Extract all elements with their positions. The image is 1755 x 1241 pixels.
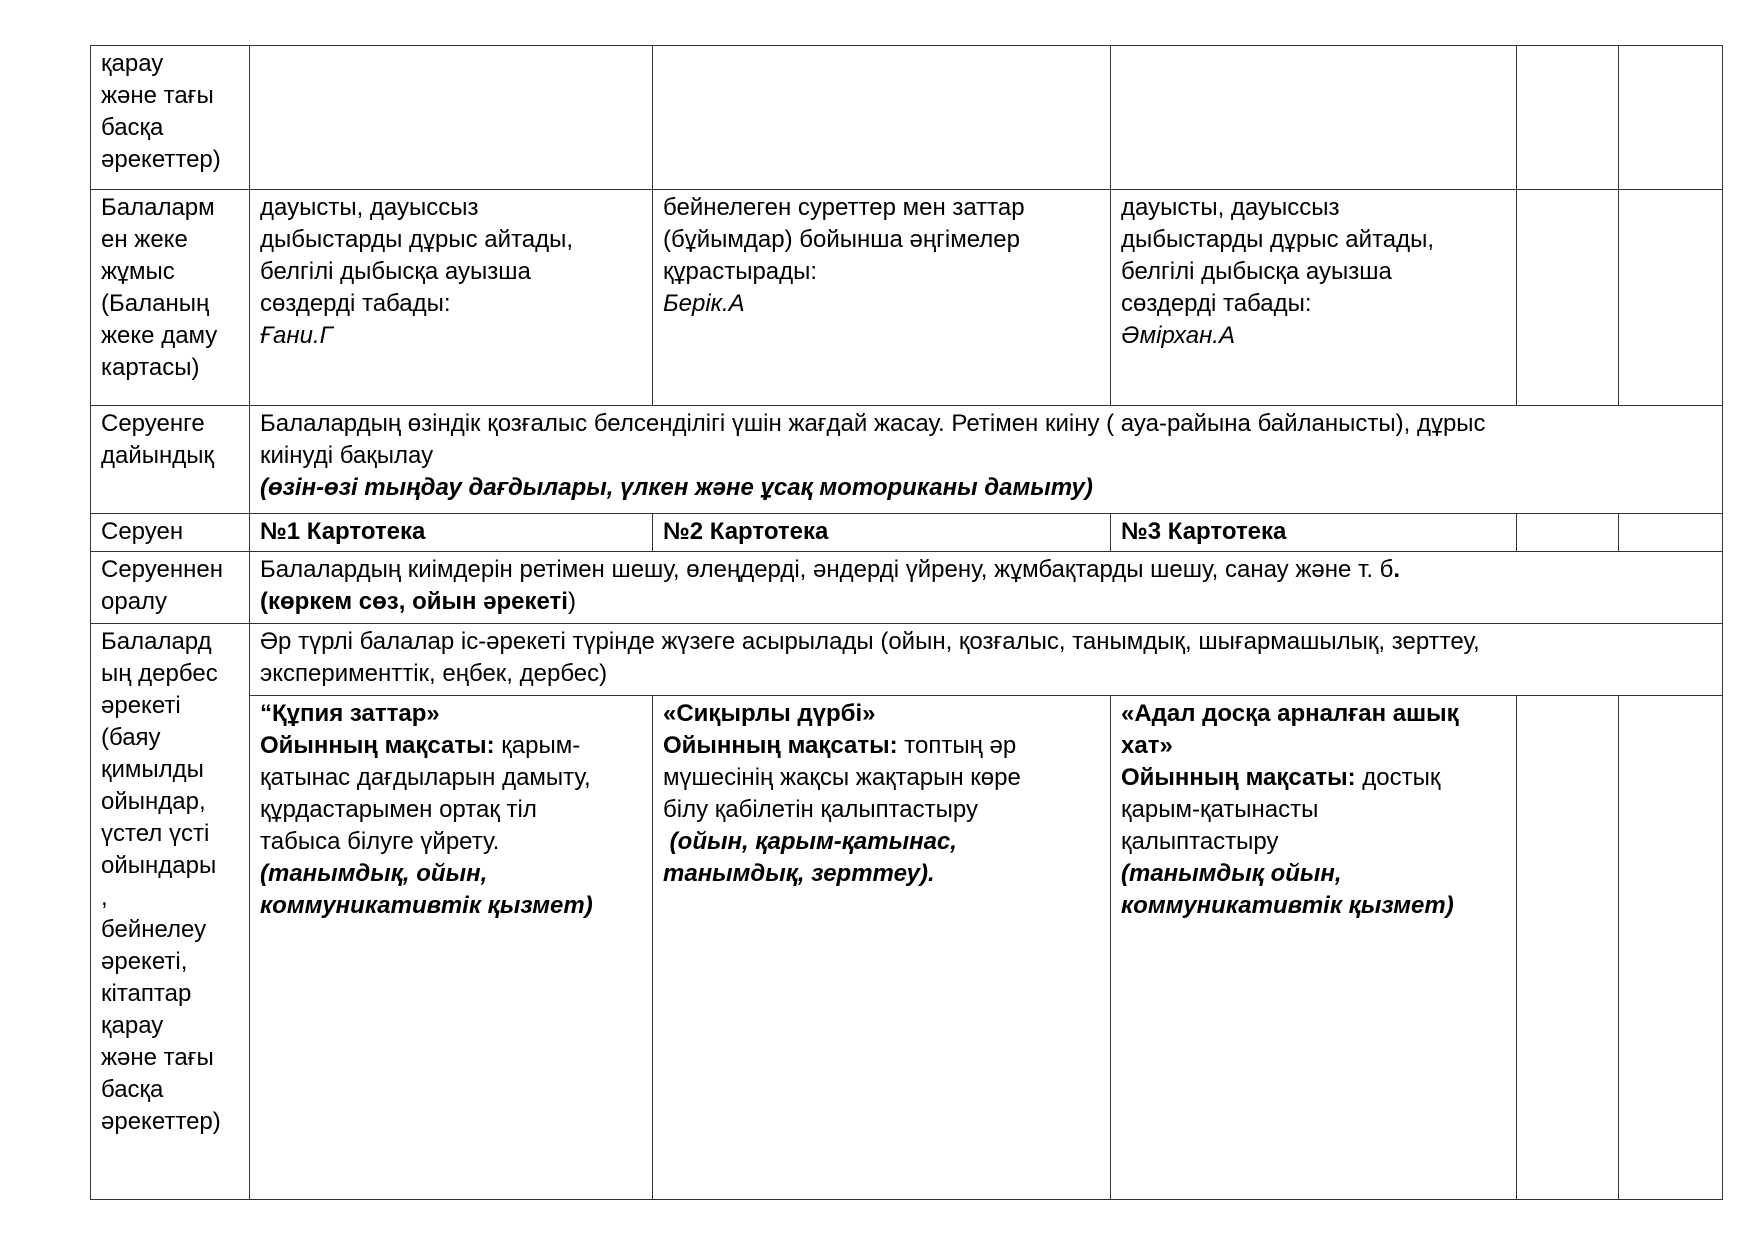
- text-line: Әр түрлі балалар іс-әрекеті түрінде жүзеге асырылады (ойын, қозғалыс, танымдық, шығармашылық, зерттеу,: [260, 628, 1480, 655]
- child-name: Берік.А: [663, 290, 745, 317]
- row-label: [91, 552, 250, 624]
- label-line: (Баланың: [101, 290, 210, 317]
- game-title: “Құпия заттар»: [260, 700, 440, 727]
- goal-label: Ойынның мақсаты:: [663, 732, 898, 759]
- text-end: ): [567, 588, 576, 615]
- row-label: [91, 46, 250, 190]
- row-label: [91, 406, 250, 514]
- label-line: жұмыс: [101, 258, 175, 285]
- game-title: хат»: [1121, 732, 1173, 759]
- text-line: дауысты, дауыссыз: [260, 194, 479, 221]
- text-line: сөздерді табады:: [260, 290, 451, 317]
- cell-day-4: [1517, 696, 1619, 1200]
- label-line: басқа: [101, 114, 164, 141]
- label-line: жеке даму: [101, 322, 218, 349]
- label-line: ,: [101, 884, 108, 911]
- goal-text: құрдастарымен ортақ тіл: [260, 796, 537, 823]
- row-walk: [91, 514, 1723, 552]
- text-line: құрастырады:: [663, 258, 818, 285]
- activity-tags: танымдық, зерттеу).: [663, 860, 935, 887]
- goal-text: қарым-: [494, 732, 581, 759]
- label-line: қарау: [101, 50, 164, 77]
- cell-day-5: [1619, 190, 1723, 406]
- merged-cell: [250, 552, 1723, 624]
- cell-day-4: [1517, 514, 1619, 552]
- cell-day-2: [653, 514, 1111, 552]
- activity-tags: (ойын, қарым-қатынас,: [663, 828, 957, 855]
- text-line: дыбыстарды дұрыс айтады,: [260, 226, 574, 253]
- goal-text: достық: [1355, 764, 1441, 791]
- text-line: белгілі дыбысқа ауызша: [1121, 258, 1392, 285]
- label-line: ың дербес: [101, 660, 218, 687]
- label-line: Балаларм: [101, 194, 215, 221]
- label-line: ен жеке: [101, 226, 188, 253]
- activity-tags: (өзін-өзі тыңдау дағдылары, үлкен және ұсақ моториканы дамыту): [260, 474, 1093, 501]
- label-line: және тағы: [101, 1044, 214, 1071]
- card-index-label: №3 Картотека: [1121, 518, 1287, 545]
- label-line: Серуен: [101, 518, 184, 545]
- label-line: ойындары: [101, 852, 217, 879]
- goal-text: топтың әр: [897, 732, 1017, 759]
- label-line: дайындық: [101, 442, 215, 469]
- text-line: эксперименттік, еңбек, дербес): [260, 660, 608, 687]
- label-line: қарау: [101, 1012, 164, 1039]
- cell-day-1: [250, 190, 653, 406]
- row-independent-activity: [91, 624, 1723, 696]
- text-end: .: [1393, 556, 1401, 583]
- goal-label: Ойынның мақсаты:: [260, 732, 495, 759]
- merged-cell: [250, 406, 1723, 514]
- goal-text: табыса білуге үйрету.: [260, 828, 500, 855]
- label-line: әрекеті,: [101, 948, 188, 975]
- cell-day-5: [1619, 46, 1723, 190]
- row-games: [91, 696, 1723, 1200]
- label-line: оралу: [101, 588, 168, 615]
- cell-day-2: [653, 696, 1111, 1200]
- activity-tags: (көркем сөз, ойын әрекеті: [260, 588, 568, 615]
- text-line: дыбыстарды дұрыс айтады,: [1121, 226, 1435, 253]
- text-line: дауысты, дауыссыз: [1121, 194, 1340, 221]
- row-individual-work: [91, 190, 1723, 406]
- activity-tags: коммуникативтік қызмет): [260, 892, 593, 919]
- label-line: әрекеті: [101, 692, 181, 719]
- goal-text: қарым-қатынасты: [1121, 796, 1319, 823]
- cell-day-3: [1111, 696, 1517, 1200]
- goal-text: білу қабілетін қалыптастыру: [663, 796, 978, 823]
- cell-day-1: [250, 696, 653, 1200]
- label-line: картасы): [101, 354, 200, 381]
- cell-day-4: [1517, 190, 1619, 406]
- label-line: Серуеннен: [101, 556, 223, 583]
- label-line: Балалард: [101, 628, 212, 655]
- label-line: Серуенге: [101, 410, 205, 437]
- goal-text: қалыптастыру: [1121, 828, 1279, 855]
- row-label: [91, 624, 250, 1200]
- text-line: бейнелеген суреттер мен заттар: [663, 194, 1025, 221]
- goal-text: қатынас дағдыларын дамыту,: [260, 764, 591, 791]
- label-line: және тағы: [101, 82, 214, 109]
- label-line: кітаптар: [101, 980, 192, 1007]
- child-name: Ғани.Г: [260, 322, 333, 349]
- merged-cell: [250, 624, 1723, 696]
- text-line: сөздерді табады:: [1121, 290, 1312, 317]
- card-index-label: №2 Картотека: [663, 518, 829, 545]
- text-line: (бұйымдар) бойынша әңгімелер: [663, 226, 1020, 253]
- cell-day-2: [653, 190, 1111, 406]
- label-line: ойындар,: [101, 788, 206, 815]
- cell-day-1: [250, 514, 653, 552]
- cell-day-4: [1517, 46, 1619, 190]
- text-line: Балалардың өзіндік қозғалыс белсенділігі үшін жағдай жасау. Ретімен киіну ( ауа-райына байланысты), дұрыс: [260, 410, 1486, 437]
- goal-label: Ойынның мақсаты:: [1121, 764, 1356, 791]
- card-index-label: №1 Картотека: [260, 518, 426, 545]
- text-line: белгілі дыбысқа ауызша: [260, 258, 531, 285]
- cell-day-3: [1111, 514, 1517, 552]
- game-title: «Сиқырлы дүрбі»: [663, 700, 876, 727]
- label-line: қимылды: [101, 756, 204, 783]
- game-title: «Адал досқа арналған ашық: [1121, 700, 1459, 727]
- row-walk-preparation: [91, 406, 1723, 514]
- text-line: Балалардың киімдерін ретімен шешу, өлеңдерді, әндерді үйрену, жұмбақтарды шешу, санау және т. б: [260, 556, 1394, 583]
- cell-day-1: [250, 46, 653, 190]
- label-line: (баяу: [101, 724, 161, 751]
- activity-tags: (танымдық, ойын,: [260, 860, 488, 887]
- daily-plan-table: [90, 45, 1723, 1200]
- row-return-from-walk: [91, 552, 1723, 624]
- row-label: [91, 190, 250, 406]
- label-line: басқа: [101, 1076, 164, 1103]
- cell-day-5: [1619, 514, 1723, 552]
- goal-text: мүшесінің жақсы жақтарын көре: [663, 764, 1021, 791]
- child-name: Әмірхан.А: [1121, 322, 1235, 349]
- cell-day-5: [1619, 696, 1723, 1200]
- label-line: үстел үсті: [101, 820, 210, 847]
- cell-day-3: [1111, 190, 1517, 406]
- label-line: әрекеттер): [101, 146, 221, 173]
- cell-day-3: [1111, 46, 1517, 190]
- cell-day-2: [653, 46, 1111, 190]
- activity-tags: (танымдық ойын,: [1121, 860, 1342, 887]
- label-line: бейнелеу: [101, 916, 207, 943]
- activity-tags: коммуникативтік қызмет): [1121, 892, 1454, 919]
- row-label: [91, 514, 250, 552]
- text-line: киінуді бақылау: [260, 442, 434, 469]
- row-continued-activities: [91, 46, 1723, 190]
- label-line: әрекеттер): [101, 1108, 221, 1135]
